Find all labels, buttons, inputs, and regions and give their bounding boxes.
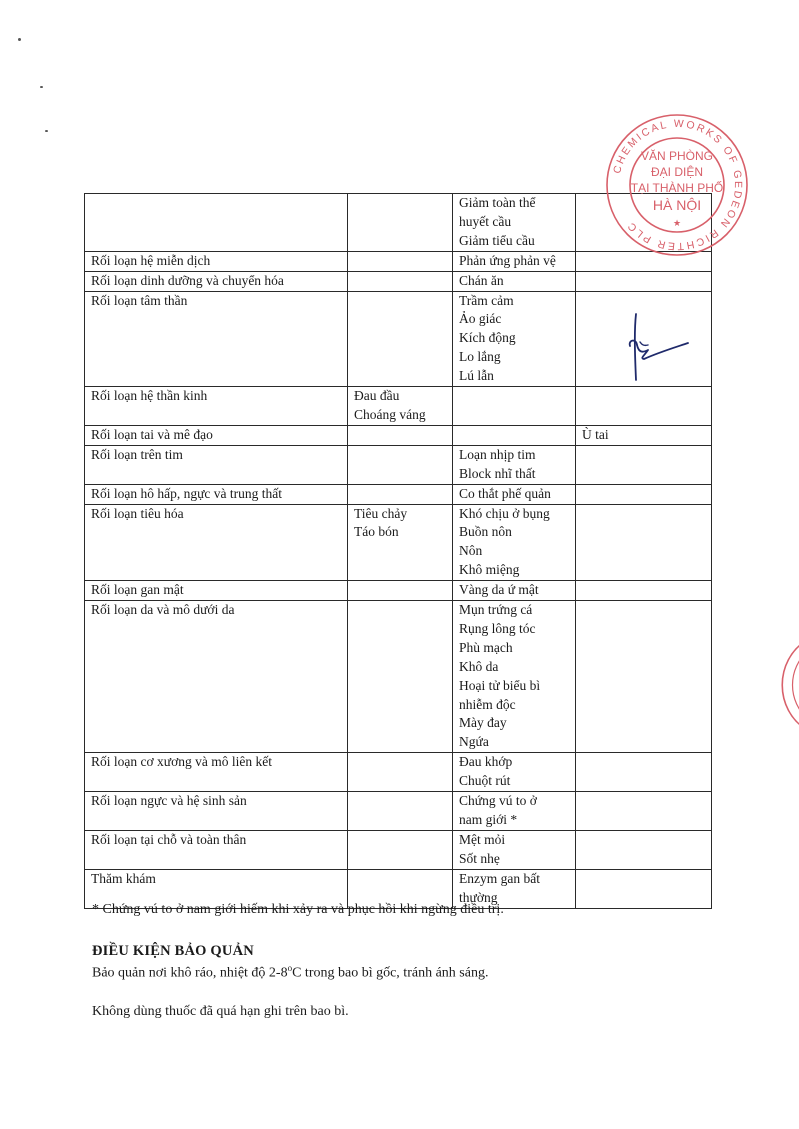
- cell-uncommon: [453, 484, 576, 504]
- company-stamp: [602, 110, 752, 260]
- effect-line: Block nhĩ thất: [459, 465, 536, 481]
- cell-rare: [576, 792, 712, 831]
- effect-line: Kích động: [459, 330, 516, 346]
- cell-organ: [85, 753, 348, 792]
- cell-uncommon: [453, 601, 576, 753]
- effect-line: Choáng váng: [354, 406, 426, 422]
- table-row: [85, 792, 712, 831]
- cell-rare: [576, 581, 712, 601]
- stamp-line: TẠI THÀNH PHỐ: [630, 181, 724, 195]
- degree-mark: o: [287, 963, 293, 973]
- effect-line: Táo bón: [354, 524, 399, 540]
- table-footnote: * Chứng vú to ở nam giới hiếm khi xảy ra và phục hồi khi ngừng điều trị.: [92, 902, 504, 917]
- effect-line: Giảm toàn thể: [459, 195, 536, 210]
- effect-line: Trầm cảm: [459, 292, 514, 308]
- effect-line: Khô miệng: [459, 562, 520, 578]
- cell-organ: [85, 601, 348, 753]
- stamp-ring-path: CHEMICAL WORKS OF GEDEON RICHTER PLC: [611, 117, 745, 253]
- cell-uncommon: [453, 504, 576, 581]
- effect-line: Khô da: [459, 658, 499, 674]
- cell-organ: [85, 425, 348, 445]
- organ-class-label: Rối loạn hô hấp, ngực và trung thất: [91, 485, 283, 501]
- effect-line: Khó chịu ở bụng: [459, 505, 550, 521]
- stamp-inner-text: [631, 148, 723, 228]
- cell-organ: [85, 251, 348, 271]
- cell-common: [348, 830, 453, 869]
- cell-rare: [576, 504, 712, 581]
- effect-line: Vàng da ứ mật: [459, 582, 539, 598]
- storage-text-end: C trong bao bì gốc, tránh ánh sáng.: [292, 965, 489, 981]
- cell-rare: [576, 387, 712, 426]
- effect-line: Co thắt phế quản: [459, 485, 551, 501]
- cell-uncommon: [453, 753, 576, 792]
- effect-line: Chứng vú to ở: [459, 793, 537, 809]
- cell-organ: [85, 271, 348, 291]
- stamp-star: ★: [672, 218, 682, 228]
- effect-line: Mệt mỏi: [459, 831, 506, 847]
- cell-rare: [576, 753, 712, 792]
- cell-common: [348, 601, 453, 753]
- effect-line: Ngứa: [459, 734, 489, 750]
- cell-uncommon: [453, 387, 576, 426]
- cell-uncommon: [453, 291, 576, 387]
- cell-uncommon: [453, 830, 576, 869]
- effect-line: Phù mạch: [459, 639, 513, 655]
- effect-line: Phản ứng phản vệ: [459, 252, 556, 268]
- stamp-line: HÀ NỘI: [652, 197, 702, 213]
- effect-line: Ảo giác: [459, 311, 502, 327]
- effect-line: Hoại tử biểu bì: [459, 677, 541, 693]
- cell-organ: [85, 484, 348, 504]
- storage-instruction: [92, 963, 488, 982]
- effect-line: Lo lắng: [459, 349, 501, 365]
- stamp-line: ĐẠI DIỆN: [650, 165, 704, 179]
- cell-common: [348, 445, 453, 484]
- effect-line: Ù tai: [582, 426, 609, 442]
- effect-line: Tiêu chảy: [354, 505, 408, 521]
- cell-rare: [576, 869, 712, 908]
- cell-common: [348, 387, 453, 426]
- effect-line: Đau khớp: [459, 754, 513, 770]
- effect-line: thường: [459, 889, 498, 905]
- cell-organ: [85, 581, 348, 601]
- cell-organ: [85, 194, 348, 252]
- cell-rare: [576, 601, 712, 753]
- scan-speck: [45, 130, 48, 132]
- partial-stamp-edge: [769, 640, 799, 730]
- cell-uncommon: [453, 194, 576, 252]
- side-effects-table: [84, 193, 712, 909]
- handwritten-signature: [622, 312, 694, 384]
- effect-line: Giảm tiểu cầu: [459, 232, 535, 248]
- effect-line: Loạn nhịp tim: [459, 446, 536, 462]
- effect-line: nhiễm độc: [459, 696, 516, 712]
- effect-line: Chán ăn: [459, 272, 504, 288]
- table-row: [85, 830, 712, 869]
- effect-line: Sốt nhẹ: [459, 850, 500, 866]
- table-row: [85, 753, 712, 792]
- effect-line: Lú lẫn: [459, 368, 494, 384]
- cell-common: [348, 484, 453, 504]
- cell-rare: [576, 445, 712, 484]
- table-row: [85, 291, 712, 387]
- organ-class-label: Rối loạn hệ thần kinh: [91, 388, 208, 404]
- organ-class-label: Thăm khám: [91, 870, 156, 886]
- expiry-instruction: Không dùng thuốc đã quá hạn ghi trên bao bì.: [92, 1004, 349, 1019]
- stamp-line: VĂN PHÒNG: [640, 149, 714, 163]
- cell-organ: [85, 387, 348, 426]
- cell-common: [348, 753, 453, 792]
- effect-line: Buồn nôn: [459, 524, 512, 540]
- scan-speck: [40, 86, 43, 88]
- cell-common: [348, 504, 453, 581]
- cell-common: [348, 194, 453, 252]
- organ-class-label: Rối loạn tiêu hóa: [91, 505, 184, 521]
- cell-rare: [576, 425, 712, 445]
- cell-organ: [85, 792, 348, 831]
- cell-uncommon: [453, 445, 576, 484]
- cell-uncommon: [453, 271, 576, 291]
- scan-speck: [18, 38, 21, 41]
- cell-common: [348, 251, 453, 271]
- table-row: [85, 601, 712, 753]
- organ-class-label: Rối loạn da và mô dưới da: [91, 602, 235, 618]
- cell-uncommon: [453, 581, 576, 601]
- organ-class-label: Rối loạn ngực và hệ sinh sản: [91, 793, 247, 809]
- table-row: [85, 504, 712, 581]
- cell-rare: [576, 271, 712, 291]
- cell-organ: [85, 445, 348, 484]
- effect-line: Mày đay: [459, 715, 507, 731]
- effect-line: Chuột rút: [459, 773, 511, 789]
- organ-class-label: Rối loạn trên tim: [91, 446, 183, 462]
- organ-class-label: Rối loạn tai và mê đạo: [91, 426, 213, 442]
- cell-rare: [576, 830, 712, 869]
- cell-common: [348, 271, 453, 291]
- organ-class-label: Rối loạn dinh dưỡng và chuyển hóa: [91, 272, 284, 288]
- effect-line: Enzym gan bất: [459, 870, 540, 886]
- table-row: [85, 445, 712, 484]
- cell-common: [348, 792, 453, 831]
- effect-line: Đau đầu: [354, 388, 400, 404]
- effect-line: Rụng lông tóc: [459, 620, 536, 636]
- cell-uncommon: [453, 425, 576, 445]
- organ-class-label: Rối loạn tại chỗ và toàn thân: [91, 831, 247, 847]
- table-row: [85, 387, 712, 426]
- effect-line: huyết cầu: [459, 213, 512, 229]
- cell-common: [348, 425, 453, 445]
- cell-organ: [85, 291, 348, 387]
- cell-common: [348, 581, 453, 601]
- storage-text-start: Bảo quản nơi khô ráo, nhiệt độ 2-8: [92, 965, 288, 981]
- cell-common: [348, 291, 453, 387]
- cell-uncommon: [453, 792, 576, 831]
- cell-organ: [85, 830, 348, 869]
- effect-line: Nôn: [459, 543, 483, 559]
- organ-class-label: Rối loạn hệ miễn dịch: [91, 252, 211, 268]
- storage-heading: ĐIỀU KIỆN BẢO QUẢN: [92, 943, 254, 959]
- cell-uncommon: [453, 251, 576, 271]
- table-row: [85, 484, 712, 504]
- organ-class-label: Rối loạn cơ xương và mô liên kết: [91, 754, 272, 770]
- table-row: [85, 271, 712, 291]
- table-row: [85, 425, 712, 445]
- cell-organ: [85, 504, 348, 581]
- organ-class-label: Rối loạn gan mật: [91, 582, 184, 598]
- effect-line: nam giới *: [459, 812, 518, 827]
- effect-line: Mụn trứng cá: [459, 602, 533, 618]
- table-row: [85, 581, 712, 601]
- organ-class-label: Rối loạn tâm thần: [91, 292, 188, 308]
- cell-rare: [576, 484, 712, 504]
